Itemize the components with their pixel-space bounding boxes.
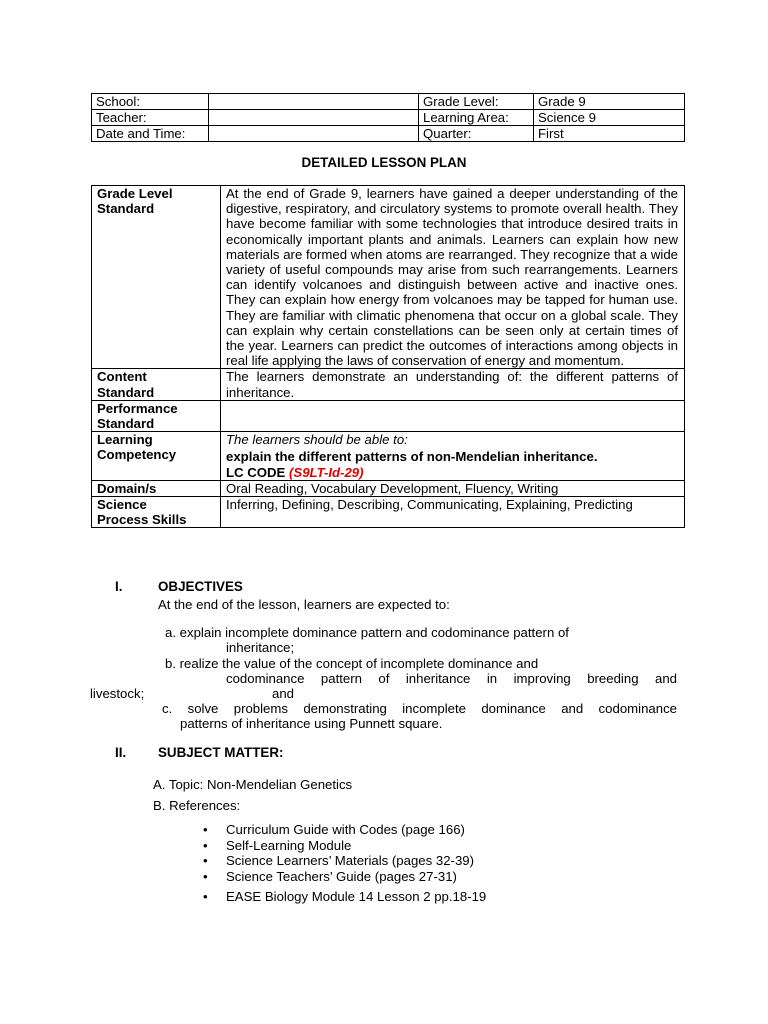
quarter-label: Quarter: [419,126,534,142]
content-standard-text: The learners demonstrate an understanding of: the different patterns of inheritance. [221,369,685,400]
bullet-icon: • [203,837,208,853]
lc-code-value: (S9LT-Id-29) [289,464,364,480]
header-info-table [91,93,685,142]
reference-text: EASE Biology Module 14 Lesson 2 pp.18-19 [226,889,487,904]
reference-item [200,822,486,838]
grade-level-label: Grade Level: [419,94,534,110]
school-label: School: [92,94,209,110]
objective-b-line3-left: livestock; [90,686,145,701]
reference-item [200,869,486,885]
objective-b-line3-right: and [272,686,295,701]
learning-area-label: Learning Area: [419,110,534,126]
objective-a-line2: inheritance; [226,640,295,655]
objective-c-line2: patterns of inheritance using Punnett square. [180,716,443,731]
science-process-skills-label-line1: Science [97,497,147,513]
row-performance-standard [92,400,685,431]
reference-item [200,889,486,905]
teacher-value [209,110,419,126]
bullet-icon: • [203,889,208,904]
grade-level-value: Grade 9 [534,94,685,110]
learning-competency-label [92,432,221,481]
lc-code-line [226,465,678,480]
info-row-school [92,94,685,110]
domains-label: Domain/s [92,480,221,496]
references-label: B. References: [153,798,241,813]
row-content-standard [92,369,685,400]
reference-text: Science Teachers’ Guide (pages 27-31) [226,868,457,884]
domains-text: Oral Reading, Vocabulary Development, Fluency, Writing [221,480,685,496]
date-time-value [209,126,419,142]
subject-matter-heading: SUBJECT MATTER: [158,745,284,760]
competency-text: explain the different patterns of non-Mendelian inheritance. [226,449,598,465]
reference-text: Science Learners’ Materials (pages 32-39) [226,853,474,868]
grade-level-standard-label [92,186,221,369]
content-standard-label [92,369,221,400]
date-time-label: Date and Time: [92,126,209,142]
science-process-skills-label [92,497,221,528]
learning-competency-label-line2: Competency [97,447,177,463]
performance-standard-text [221,400,685,431]
document-title: DETAILED LESSON PLAN [301,155,467,170]
grade-level-standard-label-line2: Standard [97,201,155,217]
content-standard-label-line1: Content [97,369,147,385]
bullet-icon: • [203,853,208,868]
objectives-numeral: I. [115,579,123,594]
row-learning-competency [92,432,685,481]
row-domains [92,480,685,496]
standards-table [91,185,685,528]
reference-text: Curriculum Guide with Codes (page 166) [226,822,465,837]
grade-level-standard-label-line1: Grade Level [97,186,173,201]
bullet-icon: • [203,868,208,884]
topic-line: A. Topic: Non-Mendelian Genetics [153,777,353,792]
teacher-label: Teacher: [92,110,209,126]
references-list [200,822,486,905]
performance-standard-label [92,400,221,431]
quarter-value: First [534,126,685,142]
lc-code-label: LC CODE [226,464,290,480]
row-grade-level-standard [92,186,685,369]
performance-standard-label-line2: Standard [97,416,155,432]
performance-standard-label-line1: Performance [97,400,178,416]
learning-area-value: Science 9 [534,110,685,126]
grade-level-standard-text: At the end of Grade 9, learners have gained a deeper understanding of the digestive, respiratory, and circulatory systems to promote overall health. They have become familiar with some technologies that introduce desired traits in economically important plants and animals. Learners can explain how new materials are formed when atoms are rearranged. They recognize that a wide variety of useful compounds may arise from such rearrangements. Learners can identify volcanoes and distinguish between active and inactive ones. They can explain how energy from volcanoes may be tapped for human use. They are familiar with climatic phenomena that occur on a global scale. They can explain why certain constellations can be seen only at certain times of the year. Learners can predict the outcomes of interactions among objects in real life applying the laws of conservation of energy and momentum. [221,186,685,369]
learning-competency-cell [221,432,685,481]
objective-b-line2: codominance pattern of inheritance in improving breeding and [226,671,677,686]
info-row-date [92,126,685,142]
content-standard-label-line2: Standard [97,384,155,400]
learning-competency-label-line1: Learning [97,432,153,448]
competency-intro: The learners should be able to: [226,432,408,448]
objectives-heading: OBJECTIVES [158,579,243,594]
subject-matter-numeral: II. [115,745,127,760]
bullet-icon: • [203,822,208,837]
objective-a-line1: a. explain incomplete dominance pattern and codominance pattern of [165,625,569,640]
info-row-teacher [92,110,685,126]
objectives-intro: At the end of the lesson, learners are expected to: [158,597,450,612]
science-process-skills-text: Inferring, Defining, Describing, Communicating, Explaining, Predicting [221,497,685,528]
school-value [209,94,419,110]
objective-b-line1: b. realize the value of the concept of incomplete dominance and [165,656,539,671]
reference-item [200,838,486,854]
reference-item [200,853,486,869]
science-process-skills-label-line2: Process Skills [97,512,187,528]
row-science-process-skills [92,497,685,528]
objective-c-line1: c. solve problems demonstrating incomplete dominance and codominance [162,701,677,716]
reference-text: Self-Learning Module [226,837,352,853]
